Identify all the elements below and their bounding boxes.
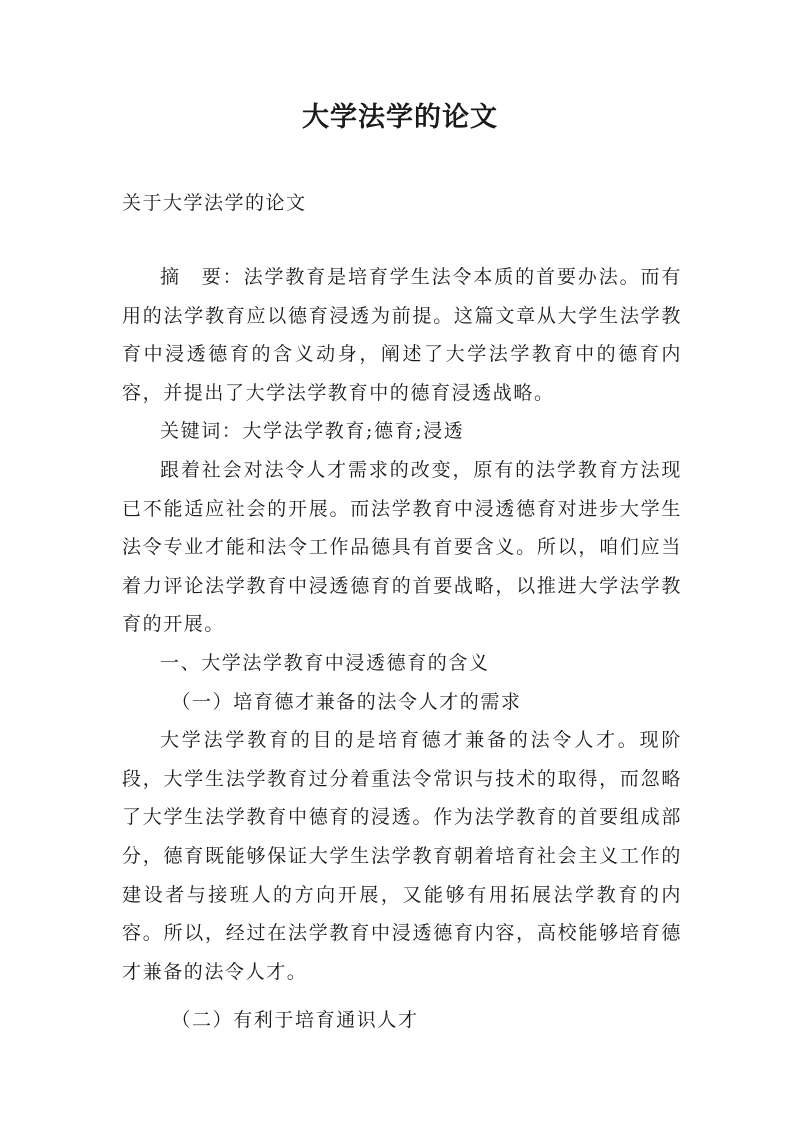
section-1-heading: 一、大学法学教育中浸透德育的含义 — [160, 651, 490, 674]
document-title: 大学法学的论文 — [302, 102, 498, 133]
section-1-1-paragraph: 大学法学教育的目的是培育德才兼备的法令人才。现阶段，大学生法学教育过分着重法令常识与技术的取得，而忽略了大学生法学教育中德育的浸透。作为法学教育的首要组成部分，德育既能够保证大学生法学教育朝着培育社会主义工作的建设者与接班人的方向开展，又能够有用拓展法学教育的内容。所以，经过在法学教育中浸透德育内容，高校能够培育德才兼备的法令人才。 — [122, 729, 682, 983]
intro-paragraph: 跟着社会对法令人才需求的改变，原有的法学教育方法现已不能适应社会的开展。而法学教育中浸透德育对进步大学生法令专业才能和法令工作品德具有首要含义。所以，咱们应当着力评论法学教育中浸透德育的首要战略，以推进大学法学教育的开展。 — [122, 458, 682, 636]
section-1-1-heading: （一）培育德才兼备的法令人才的需求 — [171, 690, 522, 713]
abstract-paragraph: 摘 要：法学教育是培育学生法令本质的首要办法。而有用的法学教育应以德育浸透为前提。这篇文章从大学生法学教育中浸透德育的含义动身，阐述了大学法学教育中的德育内容，并提出了大学法学教育中的德育浸透战略。 — [122, 266, 682, 404]
document-subtitle: 关于大学法学的论文 — [122, 192, 307, 214]
keywords-paragraph: 关键词：大学法学教育;德育;浸透 — [160, 420, 465, 443]
document-body — [122, 258, 682, 1040]
section-1-2-heading: （二）有利于培育通识人才 — [171, 1009, 419, 1032]
